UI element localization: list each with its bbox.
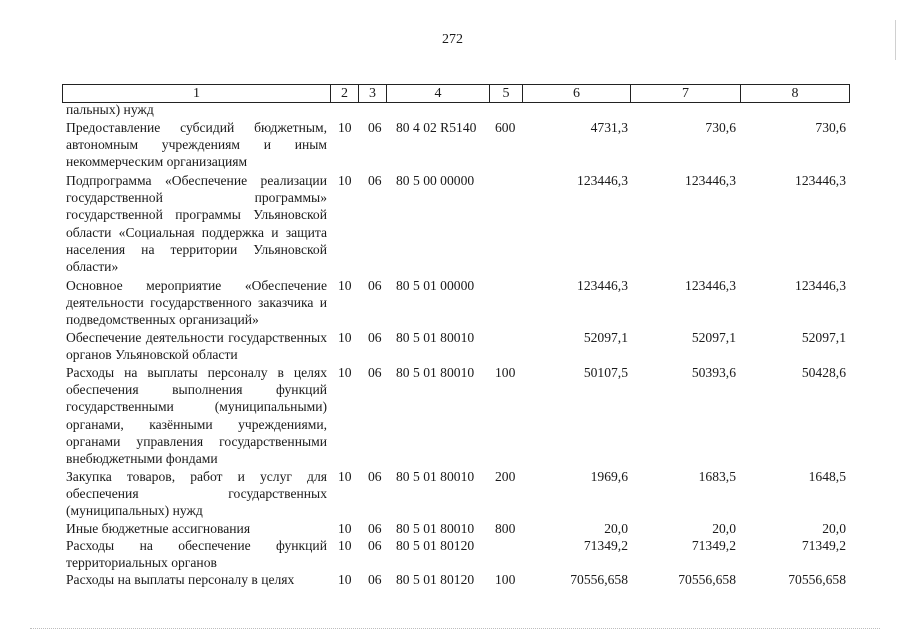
row-amount-1: 52097,1 [583,330,628,345]
row-amount-1: 123446,3 [577,278,628,293]
row-name: Предоставление субсидий бюджетным, автономным учреждениям и иным некоммерческим организациям [66,120,327,170]
row-name: Расходы на обеспечение функций территориальных органов [66,538,327,571]
row-target-code: 80 5 00 00000 [396,173,475,188]
row-target-code: 80 5 01 80120 [396,538,475,553]
row-expense-type: 800 [495,521,516,536]
row-amount-2: 70556,658 [678,572,736,587]
row-amount-3: 50428,6 [801,365,846,380]
row-target-code: 80 4 02 R5140 [396,120,477,135]
row-amount-3: 123446,3 [795,278,846,293]
row-amount-3: 71349,2 [801,538,846,553]
row-section: 10 [338,173,352,188]
row-section: 10 [338,278,352,293]
row-name: Закупка товаров, работ и услуг для обеспечения государственных (муниципальных) нужд [66,469,327,519]
row-section: 10 [338,365,352,380]
header-col-5: 5 [490,85,523,102]
row-name: Иные бюджетные ассигнования [66,521,251,536]
row-subsection: 06 [368,173,382,188]
row-expense-type: 100 [495,572,516,587]
row-section: 10 [338,120,352,135]
row-amount-3: 70556,658 [788,572,846,587]
row-section: 10 [338,572,352,587]
row-name: Расходы на выплаты персоналу в целях [66,572,295,587]
row-amount-3: 20,0 [822,521,846,536]
row-target-code: 80 5 01 80010 [396,330,475,345]
row-section: 10 [338,330,352,345]
row-subsection: 06 [368,572,382,587]
header-col-8: 8 [791,86,799,101]
scan-artifact-line [30,628,880,631]
row-subsection: 06 [368,521,382,536]
row-amount-1: 50107,5 [583,365,628,380]
row-subsection: 06 [368,538,382,553]
header-col-7: 7 [631,85,741,102]
row-section: 10 [338,521,352,536]
row-target-code: 80 5 01 00000 [396,278,475,293]
header-col-6: 6 [523,85,631,102]
header-col-1: 1 [63,85,331,102]
row-target-code: 80 5 01 80120 [396,572,475,587]
row-expense-type: 100 [495,365,516,380]
row-amount-1: 20,0 [604,521,628,536]
header-col-3: 3 [359,85,387,102]
row-amount-1: 4731,3 [590,120,628,135]
row-amount-3: 730,6 [815,120,846,135]
row-amount-2: 123446,3 [685,173,736,188]
row-name: Основное мероприятие «Обеспечение деятельности государственного заказчика и подведомственных организаций» [66,278,327,328]
row-subsection: 06 [368,330,382,345]
row-section: 10 [338,469,352,484]
row-amount-3: 1648,5 [808,469,846,484]
row-target-code: 80 5 01 80010 [396,521,475,536]
row-expense-type: 600 [495,120,516,135]
row-subsection: 06 [368,365,382,380]
row-amount-2: 730,6 [705,120,736,135]
row-target-code: 80 5 01 80010 [396,469,475,484]
row-amount-1: 70556,658 [570,572,628,587]
row-amount-2: 123446,3 [685,278,736,293]
row-target-code: 80 5 01 80010 [396,365,475,380]
row-subsection: 06 [368,120,382,135]
row-name: Расходы на выплаты персоналу в целях обеспечения выполнения функций государственными (муниципальными) органами, казёнными учреждениями, органами управления государственными внебюджетными фондами [66,365,327,467]
row-name: Подпрограмма «Обеспечение реализации государственной программы» государственной программы Ульяновской области «Социальная поддержка и защита населения на территории Ульяновской области» [66,173,327,275]
row-amount-2: 1683,5 [698,469,736,484]
row-amount-3: 52097,1 [801,330,846,345]
row-amount-1: 123446,3 [577,173,628,188]
row-subsection: 06 [368,469,382,484]
row-amount-2: 52097,1 [691,330,736,345]
row-expense-type: 200 [495,469,516,484]
row-name: пальных) нужд [66,102,154,117]
header-col-2: 2 [331,85,359,102]
page-number: 272 [442,32,463,47]
row-amount-1: 71349,2 [583,538,628,553]
row-amount-1: 1969,6 [590,469,628,484]
row-amount-2: 50393,6 [691,365,736,380]
header-col-4: 4 [387,85,490,102]
row-section: 10 [338,538,352,553]
row-amount-2: 20,0 [712,521,736,536]
row-subsection: 06 [368,278,382,293]
row-amount-2: 71349,2 [691,538,736,553]
row-amount-3: 123446,3 [795,173,846,188]
row-name: Обеспечение деятельности государственных органов Ульяновской области [66,330,327,363]
